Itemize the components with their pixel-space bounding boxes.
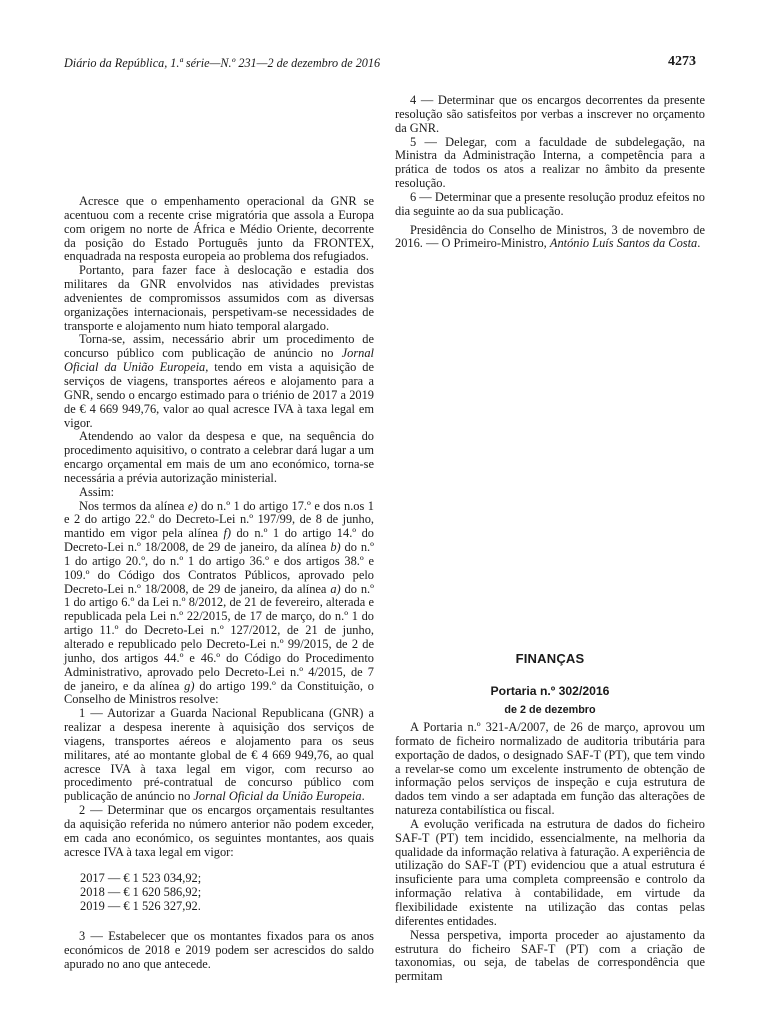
portaria-title: Portaria n.º 302/2016 xyxy=(490,684,610,698)
journal-header: Diário da República, 1.ª série—N.º 231—2 de dezembro de 2016 xyxy=(64,56,381,70)
text-span: . xyxy=(697,236,701,251)
amount-row: 2019 — € 1 526 327,92. xyxy=(80,898,201,913)
right-column-bottom xyxy=(395,721,705,984)
paragraph: 3 — Estabelecer que os montantes fixados para os anos económicos de 2018 e 2019 podem ser acrescidos do saldo apurado no ano que antecede. xyxy=(64,929,374,971)
paragraph: Assim: xyxy=(79,484,115,499)
text-span: Nos termos da alínea xyxy=(79,498,188,513)
italic-text: Jornal Oficial da União Europeia xyxy=(64,346,374,375)
text-span: 1 — Autorizar a Guarda Nacional Republicana (GNR) a realizar a despesa inerente à aquisição dos serviços de viagens, transportes aéreos e alojamento para os seus militares, até ao montante global de € 4 669 949,76, ao qual acresce IVA à taxa legal em vigor, com recurso ao procedimento pré-contratual de concurso público com publicação de anúncio no xyxy=(64,706,374,804)
text-span: Presidência do Conselho de Ministros, 3 de novembro de 2016. — O Primeiro-Ministro, xyxy=(395,222,705,251)
signatory-name: António Luís Santos da Costa xyxy=(549,236,698,251)
left-column xyxy=(64,195,374,860)
paragraph xyxy=(64,500,374,708)
paragraph: 6 — Determinar que a presente resolução produz efeitos no dia seguinte ao da sua publicação. xyxy=(395,189,705,218)
left-column-end xyxy=(64,930,374,972)
page-number: 4273 xyxy=(668,54,696,69)
paragraph: Portanto, para fazer face à deslocação e estadia dos militares da GNR envolvidos nas atividades previstas advenientes de compromissos assumidos com as diversas organizações internacionais, perspetivam-se necessidades de transporte e alojamento num hiato temporal alargado. xyxy=(64,263,374,333)
paragraph: Atendendo ao valor da despesa e que, na sequência do procedimento aquisitivo, o contrato a celebrar dará lugar a um encargo orçamental em mais de um ano económico, torna-se necessária a prévia autorização ministerial. xyxy=(64,429,374,485)
text-span: , tendo em vista a aquisição de serviços de viagens, transportes aéreos e alojamento para a GNR, sendo o encargo estimado para o triénio de 2017 a 2019 de € 4 669 949,76, valor ao qual acresce IVA à taxa legal em vigor. xyxy=(64,360,374,430)
paragraph: Nessa perspetiva, importa proceder ao ajustamento da estrutura do ficheiro SAF-T (PT) com a criação de taxonomias, ou seja, de tabelas de correspondência que permitam xyxy=(395,927,705,984)
text-span: do n.º 1 do artigo 20.º, do n.º 1 do artigo 36.º e dos artigos 38.º e 109.º do Código dos Contratos Públicos, aprovado pelo Decreto-Lei n.º 18/2008, de 29 de janeiro, da alínea xyxy=(64,540,374,596)
paragraph: 5 — Delegar, com a faculdade de subdelegação, na Ministra da Administração Interna, a competência para a prática de todos os atos a realizar no âmbito da presente resolução. xyxy=(395,134,705,191)
italic-text: g) xyxy=(184,678,195,693)
text-span: do artigo 199.º da Constituição, o Conselho de Ministros resolve: xyxy=(64,678,374,707)
italic-text: f) xyxy=(223,526,232,541)
text-span: do n.º 1 do artigo 17.º e dos n.os 1 e 2 do artigo 22.º do Decreto-Lei n.º 197/99, de 8 de junho, mantido em vigor pela alínea xyxy=(64,498,374,541)
italic-text: b) xyxy=(330,540,341,555)
amount-row: 2018 — € 1 620 586,92; xyxy=(80,884,202,899)
italic-text: e) xyxy=(187,498,198,513)
text-span: do n.º 1 do artigo 14.º do Decreto-Lei n.º 18/2008, de 29 de janeiro, da alínea xyxy=(64,526,374,555)
amount-row: 2017 — € 1 523 034,92; xyxy=(80,871,202,885)
ministry-heading: FINANÇAS xyxy=(515,651,585,666)
text-span: Torna-se, assim, necessário abrir um procedimento de concurso público com publicação de anúncio no xyxy=(64,332,374,361)
text-span: do n.º 1 do artigo 6.º da Lei n.º 8/2012, de 21 de fevereiro, alterada e republicada pela Lei n.º 22/2015, de 17 de março, do n.º 1 do artigo 11.º do Decreto-Lei n.º 127/2012, de 21 de junho, alterado e republicado pelo Decreto-Lei n.º 99/2015, de 2 de junho, dos artigos 44.º e 46.º do Código do Procedimento Administrativo, aprovado pelo Decreto-Lei n.º 4/2015, de 7 de janeiro, e da alínea xyxy=(64,581,374,693)
paragraph: 4 — Determinar que os encargos decorrentes da presente resolução são satisfeitos por verbas a inscrever no orçamento da GNR. xyxy=(395,93,705,135)
paragraph xyxy=(64,333,374,430)
italic-text: Jornal Oficial da União Europeia xyxy=(193,789,362,804)
paragraph: A Portaria n.º 321-A/2007, de 26 de março, aprovou um formato de ficheiro normalizado de auditoria tributária para exportação de dados, o designado SAF-T (PT), que tem vindo a revelar-se como um excelente instrumento de obtenção de informação pelos serviços de inspeção e cuja estrutura de dados tem vindo a ser adaptada em função das alterações de natureza contabilística ou fiscal. xyxy=(395,720,705,818)
signature-paragraph xyxy=(395,224,705,252)
paragraph: Acresce que o empenhamento operacional da GNR se acentuou com a recente crise migratória que assola a Europa com origem no norte de África e Médio Oriente, decorrente da posição do Estado Português junto da FRONTEX, enquadrada na resposta europeia ao problema dos refugiados. xyxy=(64,194,374,264)
right-column-top xyxy=(395,94,705,251)
italic-text: a) xyxy=(330,581,341,596)
paragraph: A evolução verificada na estrutura de dados do ficheiro SAF-T (PT) tem incidido, essencialmente, na melhoria da qualidade da informação relativa à faturação. A experiência de utilização do SAF-T (PT) evidenciou que a atual estrutura é insuficiente para uma completa compreensão e controlo da informação relativa à contabilidade, em virtude da flexibilidade existente na utilização das contas pelas diferentes entidades. xyxy=(395,816,705,928)
paragraph: 2 — Determinar que os encargos orçamentais resultantes da aquisição referida no número anterior não podem exceder, em cada ano económico, os seguintes montantes, aos quais acresce IVA à taxa legal em vigor: xyxy=(64,803,374,859)
portaria-date: de 2 de dezembro xyxy=(504,704,596,716)
paragraph xyxy=(64,707,374,804)
text-span: . xyxy=(361,789,365,804)
amounts-list xyxy=(80,872,201,914)
